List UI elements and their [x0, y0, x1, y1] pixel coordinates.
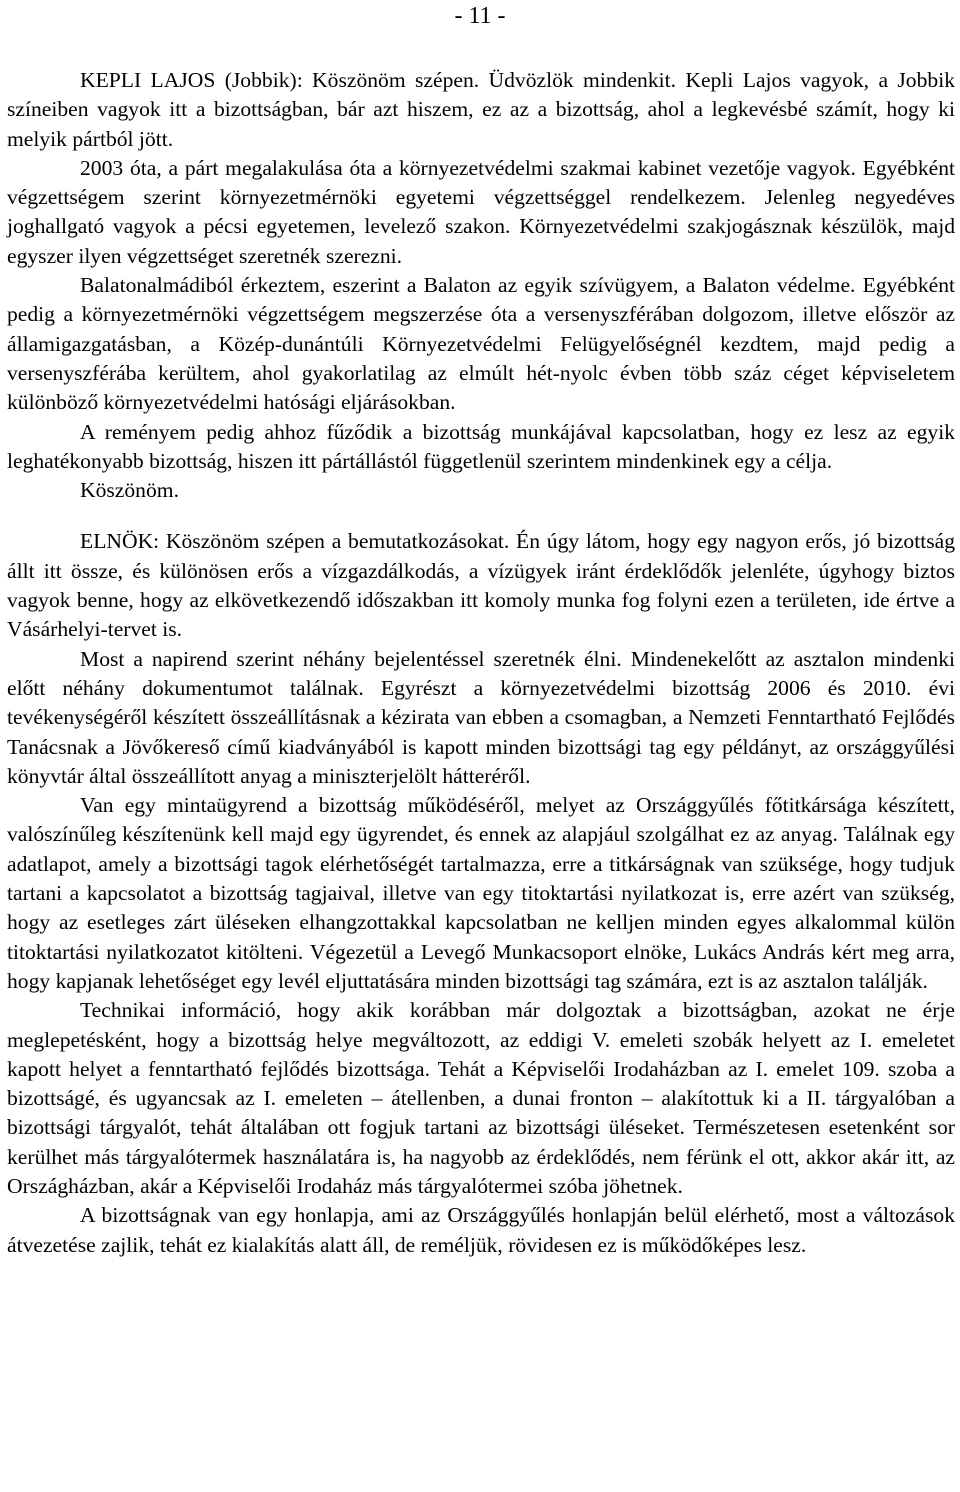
paragraph-chair-rules: Van egy mintaügyrend a bizottság működéséről, melyet az Országgyűlés főtitkársága készített, valószínűleg készítenünk kell majd egy ügyrendet, és ennek az alapjául szolgálhat ez az anyag. Találnak egy adatlapot, amely a bizottsági tagok elérhetőségét tartalmazza, erre a titkárságnak van szüksége, hogy tudjuk tartani a kapcsolatot a bizottság tagjaival, illetve van egy titoktartási nyilatkozat is, erre azért van szükség, hogy az esetleges zárt üléseken elhangzottakkal kapcsolatban ne kelljen minden egyes alkalommal külön titoktartási nyilatkozatot kitölteni. Végezetül a Levegő Munkacsoport elnöke, Lukács András kért meg arra, hogy kapjanak lehetőséget egy levél eljuttatására minden bizottsági tag számára, ezt is az asztalon találják. — [7, 793, 955, 993]
paragraph-kepli-intro: KEPLI LAJOS (Jobbik): Köszönöm szépen. Üdvözlök mindenkit. Kepli Lajos vagyok, a Jobbik színeiben vagyok itt a bizottságban, bár azt hiszem, ez az a bizottság, ahol a legkevésbé számít, hogy ki melyik pártból jött. — [7, 68, 955, 151]
document-body — [7, 66, 955, 1260]
paragraph-chair-technical: Technikai információ, hogy akik korábban már dolgoztak a bizottságban, azokat ne érje meglepetésként, hogy a bizottság helye megváltozott, az eddigi V. emeleti szobák helyett az I. emeletet kapott helyet a fenntartható fejlődés bizottsága. Tehát a Képviselői Irodaházban az I. emelet 109. szoba a bizottságé, és ugyancsak az I. emeleten – átellenben, a dunai fronton – alakítottuk ki a II. tárgyalóban a bizottsági tárgyalót, tehát általában ott fogjuk tartani az bizottsági üléseket. Természetesen esetenként sor kerülhet más tárgyalótermek használatára is, ha nagyobb az érdeklődés, nem férünk el ott, akkor akár itt, az Országházban, akár a Képviselői Irodaház más tárgyalótermei szóba jöhetnek. — [7, 998, 955, 1198]
page-number: - 11 - — [454, 3, 506, 29]
paragraph-chair-thanks: ELNÖK: Köszönöm szépen a bemutatkozásokat. Én úgy látom, hogy egy nagyon erős, jó bizottság állt itt össze, és különösen erős a vízgazdálkodás, a vízügyek iránt érdeklődők jelenléte, úgyhogy biztos vagyok benne, hogy az elkövetkezendő időszakban itt komoly munka fog folyni ezen a területen, ide értve a Vásárhelyi-tervet is. — [7, 529, 955, 642]
paragraph-chair-website: A bizottságnak van egy honlapja, ami az Országgyűlés honlapján belül elérhető, most a változások átvezetése zajlik, tehát ez kialakítás alatt áll, de reméljük, rövidesen ez is működőképes lesz. — [7, 1203, 955, 1257]
paragraph-kepli-background: 2003 óta, a párt megalakulása óta a környezetvédelmi szakmai kabinet vezetője vagyok. Egyébként végzettségem szerint környezetmérnöki egyetemi végzettséggel rendelkezem. Jelenleg negyedéves joghallgató vagyok a pécsi egyetemen, levelező szakon. Környezetvédelmi szakjogásznak készülök, majd egyszer ilyen végzettséget szeretnék szerezni. — [7, 155, 955, 268]
paragraph-kepli-balaton: Balatonalmádiból érkeztem, eszerint a Balaton az egyik szívügyem, a Balaton védelme. Egyébként pedig a környezetmérnöki végzettségem megszerzése óta a versenyszférában dolgozom, illetve először az államigazgatásban, a Közép-dunántúli Környezetvédelmi Felügyelőségnél kezdtem, majd pedig a versenyszférába kerültem, ahol gyakorlatilag az elmúlt hét-nyolc évben több száz céget képviseletem különböző környezetvédelmi hatósági eljárásokban. — [7, 273, 955, 415]
paragraph-kepli-thanks: Köszönöm. — [80, 478, 179, 503]
paragraph-kepli-hope: A reményem pedig ahhoz fűződik a bizottság munkájával kapcsolatban, hogy ez lesz az egyik leghatékonyabb bizottság, hiszen itt pártállástól függetlenül szerintem mindenkinek egy a célja. — [7, 419, 955, 473]
paragraph-chair-announcements: Most a napirend szerint néhány bejelentéssel szeretnék élni. Mindenekelőtt az asztalon mindenki előtt néhány dokumentumot találnak. Egyrészt a környezetvédelmi bizottság 2006 és 2010. évi tevékenységéről készített összeállításnak a kézirata van ebben a csomagban, a Nemzeti Fenntartható Fejlődés Tanácsnak a Jövőkereső című kiadványából is kapott minden bizottsági tag egy példányt, az országgyűlési könyvtár által összeállított anyag a miniszterjelölt hátteréről. — [7, 646, 955, 788]
